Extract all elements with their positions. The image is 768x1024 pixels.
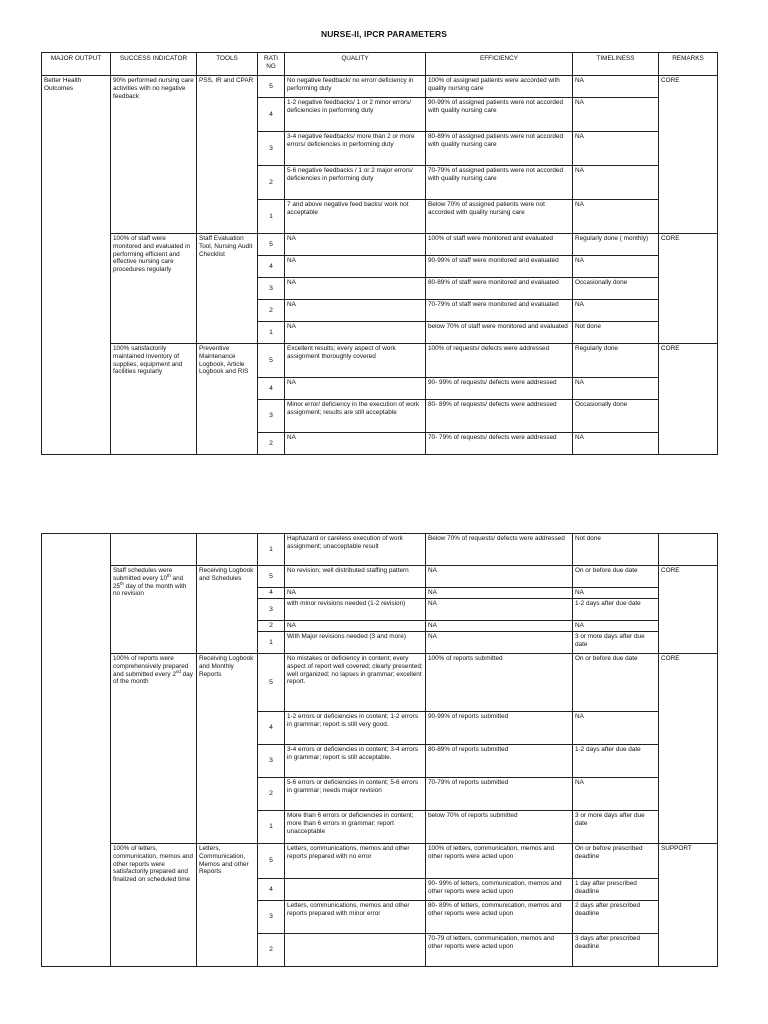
- remarks-cell: CORE: [659, 566, 718, 654]
- timeliness-cell: NA: [573, 98, 659, 132]
- remarks-cell: CORE: [659, 344, 718, 455]
- tools-cell: [197, 534, 258, 566]
- timeliness-cell: 3 or more days after due date: [573, 811, 659, 844]
- efficiency-cell: NA: [426, 632, 573, 654]
- efficiency-cell: 100% of requests/ defects were addressed: [426, 344, 573, 378]
- timeliness-cell: On or before due date: [573, 654, 659, 712]
- rating-cell: 1: [258, 534, 285, 566]
- quality-cell: More than 6 errors or deficiencies in content; more than 6 errors in grammar; report unacceptable: [285, 811, 426, 844]
- timeliness-cell: NA: [573, 433, 659, 455]
- header-timeliness: TIMELINESS: [573, 53, 659, 76]
- timeliness-cell: On or before prescribed deadline: [573, 844, 659, 879]
- quality-cell: 5-6 negative feedbacks / 1 or 2 major errors/ deficiencies in performing duty: [285, 166, 426, 200]
- rating-cell: 3: [258, 599, 285, 621]
- rating-cell: 1: [258, 632, 285, 654]
- quality-cell: Letters, communications, memos and other reports prepared with no error: [285, 844, 426, 879]
- efficiency-cell: NA: [426, 599, 573, 621]
- rating-cell: 1: [258, 811, 285, 844]
- efficiency-cell: 80-89% of assigned patients were not accorded with quality nursing care: [426, 132, 573, 166]
- efficiency-cell: 100% of letters, communication, memos and other reports were acted upon: [426, 844, 573, 879]
- timeliness-cell: Regularly done: [573, 344, 659, 378]
- efficiency-cell: 90-99% of staff were monitored and evaluated: [426, 256, 573, 278]
- efficiency-cell: below 70% of reports submitted: [426, 811, 573, 844]
- quality-cell: Letters, communications, memos and other reports prepared with minor error: [285, 901, 426, 934]
- quality-cell: [285, 879, 426, 901]
- rating-cell: 4: [258, 712, 285, 745]
- quality-cell: 3-4 errors or deficiencies in content; 3-4 errors in grammar; report is still acceptable.: [285, 745, 426, 778]
- rating-cell: 4: [258, 879, 285, 901]
- quality-cell: 1-2 negative feedbacks/ 1 or 2 minor errors/ deficiencies in performing duty: [285, 98, 426, 132]
- efficiency-cell: 80-89% of reports submitted: [426, 745, 573, 778]
- timeliness-cell: Occasionally done: [573, 278, 659, 300]
- major-output-cell: Better Health Outcomes: [42, 76, 111, 455]
- quality-cell: with minor revisions needed (1-2 revision): [285, 599, 426, 621]
- remarks-cell: CORE: [659, 654, 718, 844]
- timeliness-cell: On or before due date: [573, 566, 659, 588]
- remarks-cell: CORE: [659, 234, 718, 344]
- header-efficiency: EFFICIENCY: [426, 53, 573, 76]
- rating-cell: 2: [258, 621, 285, 632]
- efficiency-cell: below 70% of staff were monitored and evaluated: [426, 322, 573, 344]
- timeliness-cell: 1-2 days after due date: [573, 745, 659, 778]
- quality-cell: NA: [285, 322, 426, 344]
- efficiency-cell: 70-79% of reports submitted: [426, 778, 573, 811]
- efficiency-cell: 100% of staff were monitored and evaluated: [426, 234, 573, 256]
- quality-cell: No negative feedback/ no error/ deficiency in performing duty: [285, 76, 426, 98]
- timeliness-cell: 3 days after prescribed deadline: [573, 934, 659, 967]
- quality-cell: NA: [285, 234, 426, 256]
- quality-cell: Minor error/ deficiency in the execution of work assignment; results are still acceptable: [285, 400, 426, 433]
- quality-cell: No mistakes or deficiency in content; every aspect of report well covered; clearly presented; well organized; no lapses in grammar; excellent report.: [285, 654, 426, 712]
- table-row: [42, 76, 718, 98]
- rating-cell: 2: [258, 778, 285, 811]
- rating-cell: 5: [258, 344, 285, 378]
- efficiency-cell: 100% of reports submitted: [426, 654, 573, 712]
- timeliness-cell: Not done: [573, 534, 659, 566]
- quality-cell: 7 and above negative feed backs/ work not acceptable: [285, 200, 426, 234]
- efficiency-cell: 80-89% of staff were monitored and evaluated: [426, 278, 573, 300]
- rating-cell: 2: [258, 300, 285, 322]
- timeliness-cell: NA: [573, 300, 659, 322]
- timeliness-cell: NA: [573, 621, 659, 632]
- quality-cell: NA: [285, 278, 426, 300]
- rating-cell: 3: [258, 132, 285, 166]
- ipcr-table-page-2: [41, 533, 718, 967]
- timeliness-cell: NA: [573, 200, 659, 234]
- efficiency-cell: 100% of assigned patients were accorded with quality nursing care: [426, 76, 573, 98]
- efficiency-cell: NA: [426, 621, 573, 632]
- rating-cell: 5: [258, 566, 285, 588]
- rating-cell: 5: [258, 76, 285, 98]
- efficiency-cell: 90- 99% of requests/ defects were addressed: [426, 378, 573, 400]
- timeliness-cell: 3 or more days after due date: [573, 632, 659, 654]
- rating-cell: 3: [258, 400, 285, 433]
- table-row: [42, 234, 718, 256]
- timeliness-cell: Occasionally done: [573, 400, 659, 433]
- timeliness-cell: NA: [573, 166, 659, 200]
- success-indicator-cell: 100% of staff were monitored and evaluated in performing efficient and effective nursing care procedures regularly: [111, 234, 197, 344]
- rating-cell: 4: [258, 98, 285, 132]
- tools-cell: Receiving Logbook and Schedules: [197, 566, 258, 654]
- rating-cell: 3: [258, 278, 285, 300]
- rating-cell: 4: [258, 256, 285, 278]
- tools-cell: PSS, IR and CPAR: [197, 76, 258, 234]
- efficiency-cell: 90- 99% of letters, communication, memos and other reports were acted upon: [426, 879, 573, 901]
- rating-cell: 3: [258, 745, 285, 778]
- quality-cell: NA: [285, 300, 426, 322]
- efficiency-cell: Below 70% of requests/ defects were addressed: [426, 534, 573, 566]
- table-row: [42, 566, 718, 588]
- timeliness-cell: Regularly done ( monthly): [573, 234, 659, 256]
- quality-cell: NA: [285, 433, 426, 455]
- quality-cell: NA: [285, 256, 426, 278]
- table-row: [42, 844, 718, 879]
- document-title: NURSE-II, IPCR PARAMETERS: [320, 29, 448, 39]
- remarks-cell: [659, 534, 718, 566]
- efficiency-cell: 80- 89% of letters, communication, memos and other reports were acted upon: [426, 901, 573, 934]
- tools-cell: Letters, Communication, Memos and other Reports: [197, 844, 258, 967]
- quality-cell: [285, 934, 426, 967]
- quality-cell: NA: [285, 621, 426, 632]
- efficiency-cell: 70-79% of staff were monitored and evaluated: [426, 300, 573, 322]
- efficiency-cell: NA: [426, 566, 573, 588]
- timeliness-cell: NA: [573, 378, 659, 400]
- quality-cell: 1-2 errors or deficiencies in content; 1-2 errors in grammar; report is still very good.: [285, 712, 426, 745]
- timeliness-cell: NA: [573, 588, 659, 599]
- timeliness-cell: Not done: [573, 322, 659, 344]
- timeliness-cell: NA: [573, 256, 659, 278]
- quality-cell: 5-6 errors or deficiencies in content; 5-6 errors in grammar; needs major revision: [285, 778, 426, 811]
- success-indicator-cell: [111, 534, 197, 566]
- header-tools: TOOLS: [197, 53, 258, 76]
- rating-cell: 5: [258, 654, 285, 712]
- quality-cell: No revision; well distributed staffing pattern: [285, 566, 426, 588]
- header-remarks: REMARKS: [659, 53, 718, 76]
- table-row: [42, 534, 718, 566]
- success-indicator-cell: Staff schedules were submitted every 10th and 25th day of the month with no revision: [111, 566, 197, 654]
- rating-cell: 1: [258, 322, 285, 344]
- rating-cell: 4: [258, 378, 285, 400]
- timeliness-cell: 2 days after prescribed deadline: [573, 901, 659, 934]
- timeliness-cell: NA: [573, 132, 659, 166]
- rating-cell: 5: [258, 234, 285, 256]
- quality-cell: 3-4 negative feedbacks/ more than 2 or more errors/ deficiencies in performing duty: [285, 132, 426, 166]
- rating-cell: 2: [258, 934, 285, 967]
- header-success-indicator: SUCCESS INDICATOR: [111, 53, 197, 76]
- success-indicator-cell: 100% of letters, communication, memos and other reports were satisfactorily prepared and finalized on scheduled time: [111, 844, 197, 967]
- success-indicator-cell: 100% of reports were comprehensively prepared and submitted every 2nd day of the month: [111, 654, 197, 844]
- quality-cell: Excellent results; every aspect of work assignment thoroughly covered: [285, 344, 426, 378]
- efficiency-cell: 90-99% of assigned patients were not accorded with quality nursing care: [426, 98, 573, 132]
- efficiency-cell: NA: [426, 588, 573, 599]
- efficiency-cell: Below 70% of assigned patients were not accorded with quality nursing care: [426, 200, 573, 234]
- header-rating: RATI NG: [258, 53, 285, 76]
- quality-cell: With Major revisions needed (3 and more): [285, 632, 426, 654]
- table-row: [42, 654, 718, 712]
- quality-cell: NA: [285, 378, 426, 400]
- remarks-cell: CORE: [659, 76, 718, 234]
- efficiency-cell: 80- 89% of requests/ defects were addressed: [426, 400, 573, 433]
- header-quality: QUALITY: [285, 53, 426, 76]
- success-indicator-cell: 100% satisfactorily maintained inventory of supplies, equipment and facilities regularly: [111, 344, 197, 455]
- success-indicator-cell: 90% performed nursing care activities with no negative feedback: [111, 76, 197, 234]
- table-row: [42, 344, 718, 378]
- remarks-cell: SUPPORT: [659, 844, 718, 967]
- header-major-output: MAJOR OUTPUT: [42, 53, 111, 76]
- tools-cell: Receiving Logbook and Monthly Reports: [197, 654, 258, 844]
- quality-cell: NA: [285, 588, 426, 599]
- timeliness-cell: 1-2 days after due date: [573, 599, 659, 621]
- rating-cell: 2: [258, 166, 285, 200]
- rating-cell: 3: [258, 901, 285, 934]
- efficiency-cell: 70-79% of assigned patients were not accorded with quality nursing care: [426, 166, 573, 200]
- timeliness-cell: NA: [573, 76, 659, 98]
- timeliness-cell: NA: [573, 712, 659, 745]
- rating-cell: 5: [258, 844, 285, 879]
- efficiency-cell: 70- 79% of requests/ defects were addressed: [426, 433, 573, 455]
- tools-cell: Preventive Maintenance Logbook, Article Logbook and RIS: [197, 344, 258, 455]
- major-output-cell: [42, 534, 111, 967]
- timeliness-cell: NA: [573, 778, 659, 811]
- quality-cell: Haphazard or careless execution of work assignment; unacceptable result: [285, 534, 426, 566]
- timeliness-cell: 1 day after prescribed deadline: [573, 879, 659, 901]
- rating-cell: 2: [258, 433, 285, 455]
- rating-cell: 1: [258, 200, 285, 234]
- tools-cell: Staff Evaluation Tool, Nursing Audit Checklist: [197, 234, 258, 344]
- efficiency-cell: 90-99% of reports submitted: [426, 712, 573, 745]
- rating-cell: 4: [258, 588, 285, 599]
- efficiency-cell: 70-79 of letters, communication, memos and other reports were acted upon: [426, 934, 573, 967]
- ipcr-table-page-1: [41, 52, 718, 455]
